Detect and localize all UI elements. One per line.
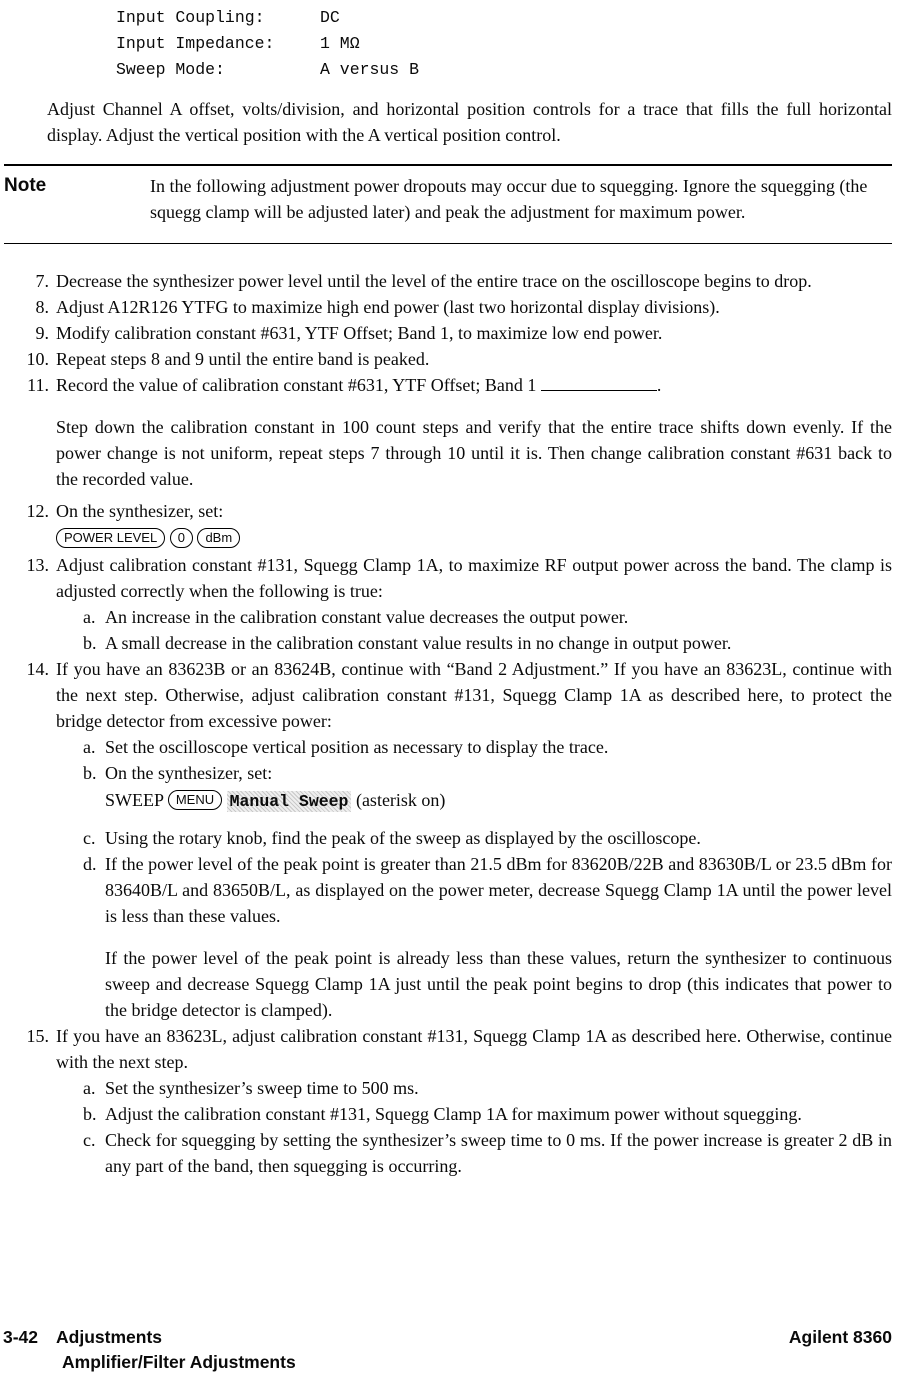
- footer-row: [3, 1325, 892, 1350]
- sweep-key-sequence: [105, 787, 892, 815]
- step-number: 15.: [26, 1026, 49, 1046]
- substep-letter: a.: [83, 607, 96, 627]
- step-text-suffix: .: [656, 375, 662, 395]
- note-label: Note: [4, 175, 47, 196]
- step-text: [49, 372, 892, 398]
- settings-row: [116, 31, 892, 57]
- substep-13b: [56, 630, 892, 656]
- step-text: Repeat steps 8 and 9 until the entire band is peaked.: [56, 349, 430, 369]
- step-number: 14.: [26, 659, 49, 679]
- substep-text: Check for squegging by setting the synthesizer’s sweep time to 0 ms. If the power increase is greater 2 dB in any part of the band, then squegging is occurring.: [105, 1130, 892, 1176]
- intro-paragraph: Adjust Channel A offset, volts/division, and horizontal position controls for a trace that fills the full horizontal display. Adjust the vertical position with the A vertical position control.: [47, 99, 892, 145]
- footer-product: Agilent 8360: [788, 1327, 892, 1347]
- step-text-line: Adjust calibration constant #131, Squegg Clamp 1A, to maximize RF output power across the band. The clamp is adjusted correctly when the following is true:: [56, 555, 892, 601]
- blank-line: [541, 390, 657, 391]
- footer-page-number: 3-42: [3, 1327, 39, 1347]
- substep-15a: [56, 1075, 892, 1101]
- step-number: 12.: [26, 501, 49, 521]
- step-text-before-blank: Record the value of calibration constant #631, YTF Offset; Band 1: [56, 375, 537, 395]
- step-text: [49, 552, 892, 656]
- footer-left: [3, 1325, 162, 1350]
- setting-label: Input Impedance:: [116, 34, 275, 53]
- step-8: [4, 294, 892, 320]
- step-7: [4, 268, 892, 294]
- step-14: [4, 656, 892, 1023]
- settings-row: [116, 5, 892, 31]
- substep-followup-paragraph: If the power level of the peak point is already less than these values, return the synthesizer to continuous sweep and decrease Squegg Clamp 1A just until the peak point begins to drop (this indicates that power to the bridge detector is clamped).: [105, 948, 892, 1020]
- step-number: 8.: [35, 297, 49, 317]
- setting-value: DC: [320, 8, 340, 27]
- substep-letter: a.: [83, 737, 96, 757]
- setting-label: Sweep Mode:: [116, 60, 225, 79]
- dbm-keycap: dBm: [197, 528, 240, 548]
- sweep-label: SWEEP: [105, 790, 164, 810]
- step-number: 9.: [35, 323, 49, 343]
- substep-letter: d.: [83, 854, 97, 874]
- step-text-line: On the synthesizer, set:: [56, 501, 224, 521]
- setting-value: 1 MΩ: [320, 34, 360, 53]
- substep-letter: c.: [83, 828, 96, 848]
- substep-letter: b.: [83, 1104, 97, 1124]
- substep-text-line: If the power level of the peak point is greater than 21.5 dBm for 83620B/22B and 83630B/L or 23.5 dBm for 83640B/L and 83650B/L, as displayed on the power meter, decrease Squegg Clamp 1A until the power level is less than these values.: [105, 854, 892, 926]
- keycap-sequence: [56, 525, 892, 551]
- step-text: Decrease the synthesizer power level until the level of the entire trace on the oscilloscope begins to drop.: [56, 271, 812, 291]
- step-text: Adjust A12R126 YTFG to maximize high end power (last two horizontal display divisions).: [56, 297, 720, 317]
- steps-list: [4, 268, 892, 1179]
- step-11-followup-paragraph: Step down the calibration constant in 100 count steps and verify that the entire trace shifts down evenly. If the power change is not uniform, repeat steps 7 through 10 until it is. Then change calibration constant #631 back to the recorded value.: [56, 417, 892, 489]
- substep-14d: [56, 851, 892, 1023]
- step-number: 13.: [26, 555, 49, 575]
- substep-letter: b.: [83, 633, 97, 653]
- step-number: 10.: [26, 349, 49, 369]
- substep-text: An increase in the calibration constant value decreases the output power.: [105, 607, 629, 627]
- substep-text: [105, 760, 892, 816]
- substep-text: Set the oscilloscope vertical position as necessary to display the trace.: [105, 737, 609, 757]
- substep-text: [105, 851, 892, 1023]
- step-9: [4, 320, 892, 346]
- page-footer: [3, 1325, 892, 1375]
- power-level-keycap: POWER LEVEL: [56, 528, 165, 548]
- step-10: [4, 346, 892, 372]
- step-number: 11.: [27, 375, 49, 395]
- substep-text: Set the synthesizer’s sweep time to 500 ms.: [105, 1078, 419, 1098]
- step-text: Modify calibration constant #631, YTF Offset; Band 1, to maximize low end power.: [56, 323, 663, 343]
- step-text-line: If you have an 83623L, adjust calibration constant #131, Squegg Clamp 1A as described here. Otherwise, continue with the next step.: [56, 1026, 892, 1072]
- note-text: In the following adjustment power dropouts may occur due to squegging. Ignore the squegging (the squegg clamp will be adjusted later) and peak the adjustment for maximum power.: [150, 176, 868, 222]
- footer-subtitle: Amplifier/Filter Adjustments: [62, 1352, 296, 1372]
- step-13: [4, 552, 892, 656]
- step-text: [49, 1023, 892, 1179]
- step-number: 7.: [35, 271, 49, 291]
- zero-keycap: 0: [170, 528, 193, 548]
- step-12: [4, 498, 892, 552]
- settings-block: [116, 5, 892, 83]
- step-15: [4, 1023, 892, 1179]
- substep-letter: b.: [83, 763, 97, 783]
- settings-row: [116, 57, 892, 83]
- note-section: [4, 164, 892, 244]
- substep-14a: [56, 734, 892, 760]
- step-text: [49, 498, 892, 552]
- manual-sweep-softkey: Manual Sweep: [227, 791, 352, 812]
- asterisk-note: (asterisk on): [355, 790, 446, 810]
- setting-label: Input Coupling:: [116, 8, 265, 27]
- substep-letter: c.: [83, 1130, 96, 1150]
- footer-chapter: Adjustments: [56, 1327, 163, 1347]
- substep-text: A small decrease in the calibration constant value results in no change in output power.: [105, 633, 732, 653]
- menu-keycap: MENU: [168, 790, 222, 810]
- setting-value: A versus B: [320, 60, 420, 79]
- substep-15c: [56, 1127, 892, 1179]
- substep-14c: [56, 825, 892, 851]
- step-11: [4, 372, 892, 398]
- substep-13a: [56, 604, 892, 630]
- step-text: [49, 656, 892, 1023]
- substep-text: Adjust the calibration constant #131, Squegg Clamp 1A for maximum power without squegging.: [105, 1104, 802, 1124]
- substep-15b: [56, 1101, 892, 1127]
- substep-14b: [56, 760, 892, 816]
- substep-text: Using the rotary knob, find the peak of the sweep as displayed by the oscilloscope.: [105, 828, 701, 848]
- substep-letter: a.: [83, 1078, 96, 1098]
- step-text-line: If you have an 83623B or an 83624B, continue with “Band 2 Adjustment.” If you have an 83623L, continue with the next step. Otherwise, adjust calibration constant #131, Squegg Clamp 1A as described here, to protect the bridge detector from excessive power:: [56, 659, 892, 731]
- substep-text-line: On the synthesizer, set:: [105, 763, 273, 783]
